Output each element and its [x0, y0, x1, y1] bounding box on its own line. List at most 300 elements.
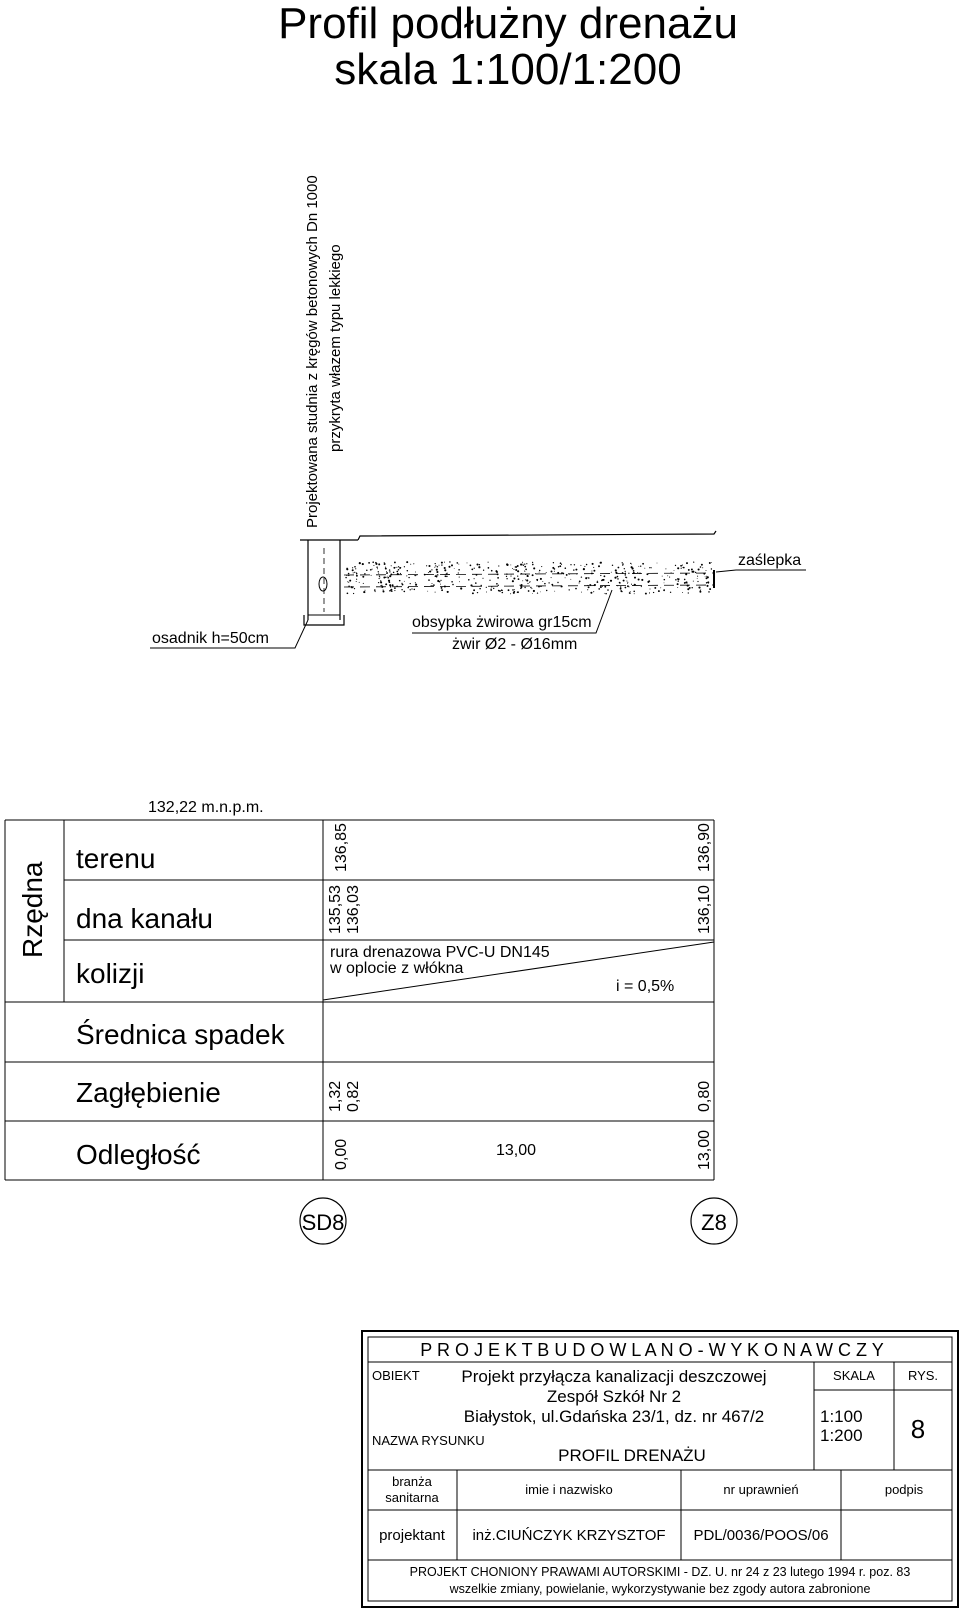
gravel-speck: [689, 587, 691, 589]
gravel-speck: [389, 575, 391, 577]
gravel-speck: [407, 570, 408, 571]
gravel-speck: [436, 569, 438, 571]
gravel-speck: [510, 576, 511, 577]
gravel-speck: [410, 589, 411, 590]
gravel-speck: [677, 587, 678, 588]
gravel-speck: [410, 583, 411, 584]
gravel-speck: [667, 575, 668, 576]
gravel-speck: [472, 592, 474, 594]
gravel-speck: [407, 587, 409, 589]
gravel-speck: [559, 565, 561, 567]
gravel-speck: [552, 567, 554, 569]
gravel-speck: [410, 564, 411, 565]
gravel-speck: [372, 561, 374, 563]
gravel-speck: [446, 576, 448, 578]
gravel-speck: [385, 567, 386, 568]
gravel-speck: [527, 583, 528, 584]
gravel-speck: [570, 579, 571, 580]
gravel-speck: [396, 585, 397, 586]
gravel-speck: [620, 586, 622, 588]
gravel-speck: [680, 565, 682, 567]
gravel-speck: [356, 575, 358, 577]
signature-header: podpis: [884, 1482, 924, 1497]
gravel-speck: [436, 571, 438, 573]
gravel-speck: [631, 566, 633, 568]
gravel-speck: [670, 592, 671, 593]
gravel-speck: [474, 578, 475, 579]
gravel-speck: [663, 589, 665, 591]
gravel-speck: [517, 570, 519, 572]
gravel-speck: [366, 569, 368, 571]
gravel-speck: [530, 587, 531, 588]
gravel-speck: [444, 586, 446, 588]
gravel-speck: [353, 593, 354, 594]
gravel-speck: [541, 566, 542, 567]
gravel-speck: [644, 568, 645, 569]
gravel-speck: [588, 586, 590, 588]
gravel-speck: [424, 574, 426, 576]
gravel-speck: [530, 581, 531, 582]
gravel-speck: [642, 563, 644, 565]
gravel-speck: [491, 570, 493, 572]
gravel-speck: [532, 574, 534, 576]
gravel-speck: [390, 589, 392, 591]
gravel-speck: [359, 562, 361, 564]
gravel-speck: [575, 588, 577, 590]
object-name: Projekt przyłącza kanalizacji deszczowej: [461, 1367, 767, 1386]
gravel-speck: [645, 593, 647, 595]
gravel-speck: [522, 564, 523, 565]
copyright-restriction: wszelkie zmiany, powielanie, wykorzystywanie bez zgody autora zabronione: [449, 1582, 871, 1596]
gravel-speck: [362, 563, 364, 565]
gravel-speck: [479, 564, 480, 565]
gravel-speck: [386, 571, 387, 572]
gravel-speck: [510, 593, 511, 594]
gravel-speck: [414, 589, 416, 591]
gravel-speck: [626, 581, 627, 582]
gravel-speck: [651, 567, 652, 568]
gravel-speck: [476, 574, 478, 576]
gravel-speck: [473, 589, 475, 591]
designer-license: PDL/0036/POOS/06: [693, 1527, 829, 1544]
license-header: nr uprawnień: [723, 1482, 799, 1497]
gravel-speck: [458, 572, 459, 573]
gravel-speck: [554, 591, 555, 592]
gravel-speck: [630, 563, 631, 564]
gravel-speck: [675, 579, 677, 581]
gravel-speck: [619, 582, 621, 584]
gravel-speck: [520, 585, 521, 586]
gravel-speck: [598, 588, 600, 590]
gravel-speck: [506, 578, 507, 579]
gravel-speck: [634, 593, 635, 594]
gravel-speck: [675, 565, 676, 566]
gravel-speck: [491, 586, 492, 587]
gravel-speck: [381, 586, 383, 588]
gravel-speck: [356, 581, 357, 582]
gravel-speck: [437, 580, 439, 582]
gravel-speck: [622, 562, 623, 563]
gravel-speck: [693, 581, 694, 582]
gravel-speck: [551, 584, 553, 586]
gravel-speck: [674, 570, 675, 571]
gravel-speck: [664, 579, 666, 581]
gravel-speck: [394, 561, 396, 563]
gravel-speck: [348, 575, 350, 577]
gravel-speck: [597, 581, 599, 583]
gravel-speck: [573, 569, 574, 570]
gravel-speck: [374, 589, 376, 591]
gravel-speck: [638, 566, 639, 567]
gravel-speck: [387, 576, 388, 577]
gravel-speck: [399, 580, 401, 582]
station-name-z8: Z8: [701, 1210, 727, 1235]
gravel-speck: [476, 563, 478, 565]
gravel-speck: [601, 580, 603, 582]
row-label-channel-bottom: dna kanału: [76, 903, 214, 934]
gravel-speck: [452, 584, 454, 586]
row-label-distance: Odległość: [76, 1139, 201, 1170]
sheet-number: 8: [910, 1414, 926, 1444]
gravel-speck: [526, 563, 527, 564]
gravel-speck: [708, 583, 709, 584]
gravel-speck: [579, 582, 580, 583]
gravel-speck: [482, 578, 483, 579]
gravel-speck: [385, 583, 387, 585]
gravel-speck: [527, 575, 529, 577]
gravel-speck: [691, 571, 693, 573]
gravel-speck: [515, 566, 517, 568]
gravel-speck: [389, 584, 391, 586]
gravel-speck: [697, 581, 698, 582]
gravel-speck: [346, 575, 347, 576]
gravel-speck: [633, 572, 635, 574]
gravel-speck: [678, 578, 680, 580]
gravel-speck: [435, 563, 436, 564]
gravel-speck: [488, 562, 489, 563]
designer-name: inż.CIUŃCZYK KRZYSZTOF: [472, 1527, 666, 1544]
gravel-speck: [703, 573, 705, 575]
gravel-speck: [437, 574, 439, 576]
gravel-speck: [390, 574, 392, 576]
gravel-speck: [347, 581, 348, 582]
gravel-speck: [630, 591, 631, 592]
gravel-speck: [592, 563, 594, 565]
gravel-speck: [623, 580, 625, 582]
gravel-speck: [591, 572, 593, 574]
gravel-speck: [428, 572, 429, 573]
gravel-speck: [470, 565, 472, 567]
gravel-speck: [687, 585, 689, 587]
z8-depth-value: 0,80: [696, 1080, 713, 1112]
gravel-speck: [587, 589, 588, 590]
gravel-speck: [408, 577, 409, 578]
gravel-speck: [585, 577, 587, 579]
well-description: Projektowana studnia z kręgów betonowych Dn 1000: [304, 175, 321, 528]
gravel-speck: [354, 588, 355, 589]
gravel-speck: [544, 583, 546, 585]
gravel-speck: [351, 587, 353, 589]
gravel-speck: [658, 590, 660, 592]
gravel-speck: [566, 574, 568, 576]
gravel-speck: [415, 572, 416, 573]
pipe-description: rura drenazowa PVC-U DN145: [330, 944, 550, 961]
gravel-speck: [600, 575, 601, 576]
gravel-speck: [512, 568, 513, 569]
gravel-speck: [514, 589, 515, 590]
gravel-speck: [362, 576, 364, 578]
gravel-speck: [521, 573, 523, 575]
gravel-speck: [617, 578, 619, 580]
gravel-speck: [557, 572, 559, 574]
gravel-speck: [671, 572, 672, 573]
gravel-speck: [380, 585, 381, 586]
gravel-speck: [354, 566, 356, 568]
gravel-speck: [426, 565, 427, 566]
gravel-speck: [404, 581, 405, 582]
gravel-speck: [540, 585, 542, 587]
gravel-speck: [415, 582, 416, 583]
gravel-speck: [501, 592, 503, 594]
gravel-speck: [639, 572, 641, 574]
gravel-speck: [677, 583, 679, 585]
sd8-bottom-value-b: 136,03: [345, 885, 362, 934]
object-address: Białystok, ul.Gdańska 23/1, dz. nr 467/2: [463, 1407, 765, 1426]
gravel-speck: [483, 570, 484, 571]
branch-label: branża: [392, 1474, 432, 1489]
gravel-speck: [379, 577, 380, 578]
profile-table-grid: [5, 820, 714, 1180]
gravel-speck: [404, 566, 405, 567]
gravel-speck: [695, 572, 696, 573]
gravel-speck: [356, 579, 357, 580]
gravel-speck: [579, 581, 581, 583]
z8-bottom-value: 136,10: [696, 885, 713, 934]
gravel-speck: [435, 592, 436, 593]
gravel-speck: [515, 569, 517, 571]
gravel-speck: [624, 568, 625, 569]
z8-distance-value: 13,00: [696, 1129, 713, 1170]
gravel-speck: [698, 587, 700, 589]
gravel-speck: [445, 575, 447, 577]
gravel-speck: [528, 590, 530, 592]
gravel-speck: [611, 572, 612, 573]
gravel-speck: [647, 581, 649, 583]
gravel-speck: [393, 572, 395, 574]
branch-value: sanitarna: [385, 1490, 439, 1505]
gravel-speck: [446, 573, 448, 575]
gravel-speck: [391, 565, 392, 566]
gravel-speck: [618, 567, 620, 569]
gravel-speck: [414, 575, 416, 577]
gravel-speck: [546, 590, 547, 591]
gravel-speck: [551, 577, 552, 578]
gravel-speck: [520, 564, 522, 566]
gravel-speck: [368, 562, 370, 564]
gravel-speck: [565, 577, 566, 578]
gravel-speck: [512, 580, 514, 582]
gravel-speck: [697, 576, 698, 577]
gravel-speck: [398, 566, 399, 567]
gravel-speck: [581, 592, 582, 593]
gravel-speck: [506, 573, 508, 575]
gravel-speck: [348, 585, 349, 586]
pipe-wrap-description: w oplocie z włókna: [330, 960, 464, 977]
gravel-speck: [382, 590, 384, 592]
gravel-speck: [561, 586, 562, 587]
gravel-speck: [641, 586, 642, 587]
sd8-depth-value-b: 0,82: [345, 1080, 362, 1112]
gravel-speck: [353, 572, 354, 573]
gravel-speck: [620, 588, 622, 590]
gravel-speck: [526, 579, 528, 581]
gravel-speck: [481, 585, 482, 586]
gravel-speck: [458, 564, 459, 565]
gravel-speck: [688, 592, 689, 593]
scale-value-2: 1:200: [820, 1426, 863, 1445]
gravel-speck: [389, 571, 390, 572]
gravel-speck: [451, 581, 453, 583]
gravel-speck: [625, 573, 626, 574]
gravel-speck: [427, 591, 428, 592]
scale-value-1: 1:100: [820, 1407, 863, 1426]
gravel-speck: [406, 561, 408, 563]
gravel-speck: [413, 563, 414, 564]
gravel-speck: [434, 567, 435, 568]
gravel-speck: [486, 587, 487, 588]
gravel-speck: [392, 584, 394, 586]
z8-terrain-value: 136,90: [696, 823, 713, 872]
gravel-speck: [378, 582, 379, 583]
gravel-speck: [441, 562, 443, 564]
station-marker-sd8: [300, 1198, 346, 1244]
settler-label: osadnik h=50cm: [152, 630, 269, 647]
drawing-title: Profil podłużny drenażu: [278, 0, 738, 48]
gravel-speck: [615, 569, 617, 571]
gravel-speck: [565, 567, 567, 569]
gravel-speck: [397, 567, 398, 568]
gravel-speck: [560, 562, 562, 564]
gravel-speck: [501, 589, 503, 591]
gravel-speck: [436, 576, 438, 578]
gravel-speck: [441, 564, 442, 565]
gravel-speck: [617, 576, 619, 578]
gravel-speck: [693, 561, 694, 562]
sd8-depth-value-a: 1,32: [327, 1080, 344, 1112]
title-block-header: P R O J E K T B U D O W L A N O - W Y K O N A W C Z Y: [420, 1340, 884, 1360]
gravel-speck: [697, 578, 698, 579]
gravel-speck: [612, 565, 613, 566]
gravel-speck: [475, 582, 477, 584]
gravel-speck: [444, 567, 446, 569]
gravel-speck: [379, 576, 380, 577]
gravel-speck: [554, 571, 555, 572]
gravel-speck: [686, 562, 688, 564]
sd8-distance-value: 0,00: [333, 1138, 350, 1170]
gravel-speck: [474, 568, 475, 569]
gravel-speck: [522, 562, 523, 563]
gravel-speck: [588, 577, 590, 579]
gravel-speck: [429, 571, 430, 572]
gravel-speck: [641, 579, 643, 581]
gravel-speck: [539, 570, 540, 571]
gravel-speck: [605, 593, 607, 595]
gravel-speck: [391, 591, 393, 593]
gravel-speck: [488, 567, 490, 569]
gravel-speck: [625, 576, 627, 578]
gravel-speck: [591, 570, 592, 571]
gravel-speck: [498, 565, 499, 566]
gravel-speck: [456, 562, 458, 564]
gravel-speck: [381, 585, 382, 586]
gravel-speck: [377, 568, 378, 569]
gravel-speck: [415, 584, 417, 586]
gravel-speck: [625, 571, 626, 572]
station-marker-z8: [691, 1198, 737, 1244]
gravel-speck: [477, 592, 478, 593]
gravel-speck: [352, 567, 353, 568]
gravel-speck: [439, 581, 440, 582]
segment-length-value: 13,00: [496, 1142, 537, 1159]
gravel-speck: [708, 591, 710, 593]
gravel-speck: [428, 579, 430, 581]
gravel-speck: [627, 582, 628, 583]
gravel-speck: [625, 587, 627, 589]
gravel-speck: [540, 578, 542, 580]
gravel-speck: [548, 582, 549, 583]
gravel-speck: [371, 575, 372, 576]
gravel-speck: [352, 569, 354, 571]
gravel-speck: [682, 565, 683, 566]
gravel-speck: [594, 584, 596, 586]
object-label: OBIEKT: [372, 1368, 420, 1383]
gravel-speck: [709, 588, 711, 590]
drawing-name: PROFIL DRENAŻU: [558, 1446, 706, 1465]
gravel-speck: [383, 576, 385, 578]
gravel-speck: [435, 575, 436, 576]
sd8-terrain-value: 136,85: [333, 823, 350, 872]
gravel-speck: [397, 573, 399, 575]
gravel-speck: [593, 570, 595, 572]
gravel-speck: [657, 563, 658, 564]
gravel-speck: [401, 589, 402, 590]
gravel-speck: [562, 573, 564, 575]
gravel-speck: [521, 586, 522, 587]
gravel-speck: [561, 564, 562, 565]
gravel-speck: [600, 586, 602, 588]
gravel-speck: [583, 568, 585, 570]
gravel-speck: [365, 590, 366, 591]
gravel-speck: [394, 590, 395, 591]
gravel-speck: [654, 587, 656, 589]
gravel-speck: [665, 568, 666, 569]
gravel-speck: [496, 571, 498, 573]
gravel-speck: [506, 576, 507, 577]
gravel-speck: [706, 577, 708, 579]
row-group-label: Rzędna: [17, 861, 48, 958]
gravel-speck: [356, 573, 358, 575]
gravel-speck: [700, 590, 701, 591]
object-school: Zespół Szkół Nr 2: [546, 1387, 682, 1406]
gravel-speck: [540, 592, 541, 593]
gravel-label: obsypka żwirowa gr15cm: [412, 614, 592, 631]
gravel-speck: [617, 585, 618, 586]
gravel-speck: [479, 588, 481, 590]
gravel-speck: [389, 569, 390, 570]
gravel-speck: [653, 592, 654, 593]
gravel-speck: [496, 583, 498, 585]
gravel-speck: [493, 588, 494, 589]
